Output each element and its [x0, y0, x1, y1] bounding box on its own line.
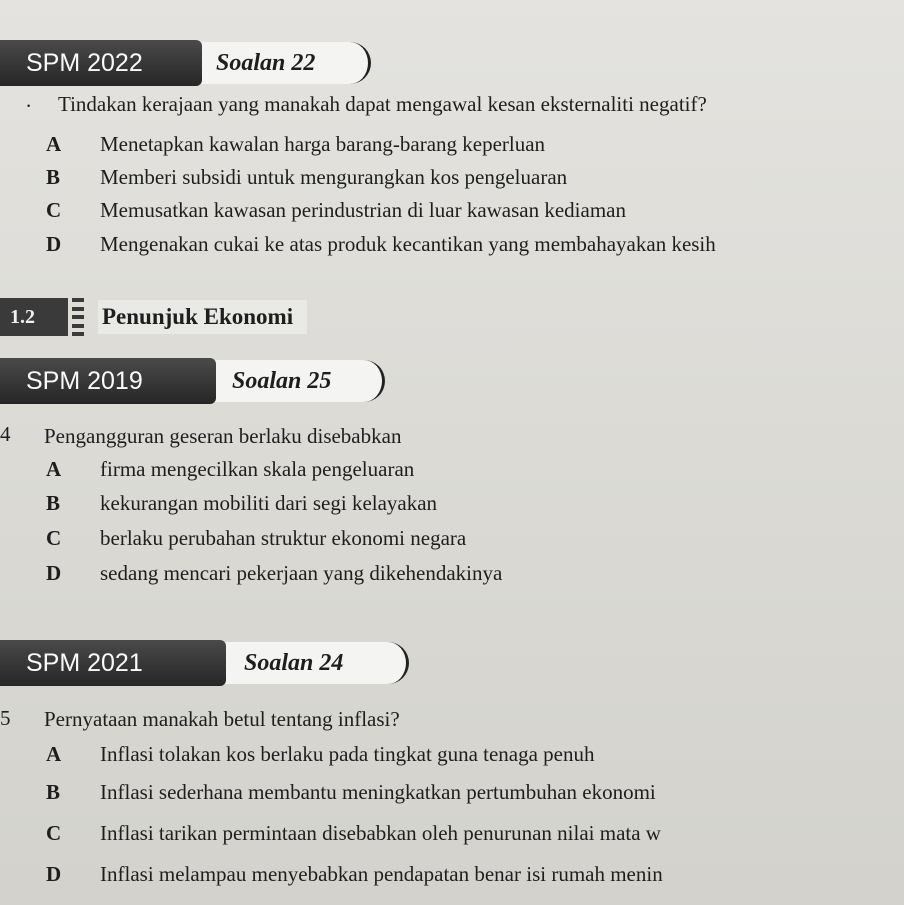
exam-year-text: SPM 2019 — [26, 366, 143, 395]
question-number: 4 — [0, 422, 11, 446]
exam-year-text: SPM 2022 — [26, 48, 143, 77]
option-text: Inflasi tolakan kos berlaku pada tingkat guna tenaga penuh — [100, 742, 595, 766]
option-b — [46, 165, 567, 190]
option-a — [46, 457, 414, 482]
soalan-label-2 — [196, 360, 385, 402]
question-text: Tindakan kerajaan yang manakah dapat mengawal kesan eksternaliti negatif? — [58, 92, 707, 116]
option-letter: C — [46, 198, 62, 222]
option-letter: C — [46, 526, 62, 550]
option-text: firma mengecilkan skala pengeluaran — [100, 457, 415, 481]
option-text: Mengenakan cukai ke atas produk kecantikan yang membahayakan kesih — [100, 232, 716, 256]
option-b — [46, 780, 656, 805]
soalan-text: Soalan 24 — [244, 649, 344, 676]
exam-year-label-3 — [0, 640, 226, 686]
option-text: sedang mencari pekerjaan yang dikehendakinya — [100, 561, 503, 585]
option-letter: D — [46, 862, 62, 886]
exam-banner-1 — [0, 40, 372, 86]
option-c — [46, 526, 466, 551]
option-b — [46, 491, 437, 516]
section-title: Penunjuk Ekonomi — [98, 300, 307, 334]
section-bars-decoration — [72, 298, 84, 336]
soalan-label-1 — [180, 42, 371, 84]
option-text: Memberi subsidi untuk mengurangkan kos pengeluaran — [100, 165, 568, 189]
option-letter: A — [46, 742, 62, 766]
exam-year-text: SPM 2021 — [26, 648, 143, 677]
option-letter: D — [46, 561, 62, 585]
soalan-text: Soalan 22 — [216, 49, 316, 76]
option-d — [46, 232, 716, 257]
exam-banner-3 — [0, 640, 410, 686]
option-letter: B — [46, 165, 61, 189]
option-letter: A — [46, 457, 62, 481]
option-text: Inflasi sederhana membantu meningkatkan pertumbuhan ekonomi — [100, 780, 656, 804]
option-c — [46, 198, 626, 223]
exam-year-label-1 — [0, 40, 202, 86]
exam-year-label-2 — [0, 358, 216, 404]
option-letter: A — [46, 132, 62, 156]
option-text: Memusatkan kawasan perindustrian di luar kawasan kediaman — [100, 198, 626, 222]
option-a — [46, 742, 595, 767]
soalan-label-3 — [206, 642, 409, 684]
question-text: Pernyataan manakah betul tentang inflasi? — [44, 707, 400, 731]
exam-banner-2 — [0, 358, 386, 404]
option-text: kekurangan mobiliti dari segi kelayakan — [100, 491, 438, 515]
option-d — [46, 862, 663, 887]
option-d — [46, 561, 502, 586]
option-text: Menetapkan kawalan harga barang-barang keperluan — [100, 132, 546, 156]
section-number: 1.2 — [0, 298, 68, 336]
option-a — [46, 132, 545, 157]
soalan-text: Soalan 25 — [232, 367, 332, 394]
option-letter: D — [46, 232, 62, 256]
option-letter: C — [46, 821, 62, 845]
option-text: Inflasi tarikan permintaan disebabkan oleh penurunan nilai mata w — [100, 821, 661, 845]
question-text: Pengangguran geseran berlaku disebabkan — [44, 424, 402, 448]
question-number: 5 — [0, 706, 11, 730]
option-letter: B — [46, 491, 61, 515]
option-c — [46, 821, 661, 846]
question-number: . — [26, 88, 32, 112]
option-text: Inflasi melampau menyebabkan pendapatan benar isi rumah menin — [100, 862, 663, 886]
option-letter: B — [46, 780, 61, 804]
section-heading — [0, 296, 380, 338]
option-text: berlaku perubahan struktur ekonomi negara — [100, 526, 467, 550]
